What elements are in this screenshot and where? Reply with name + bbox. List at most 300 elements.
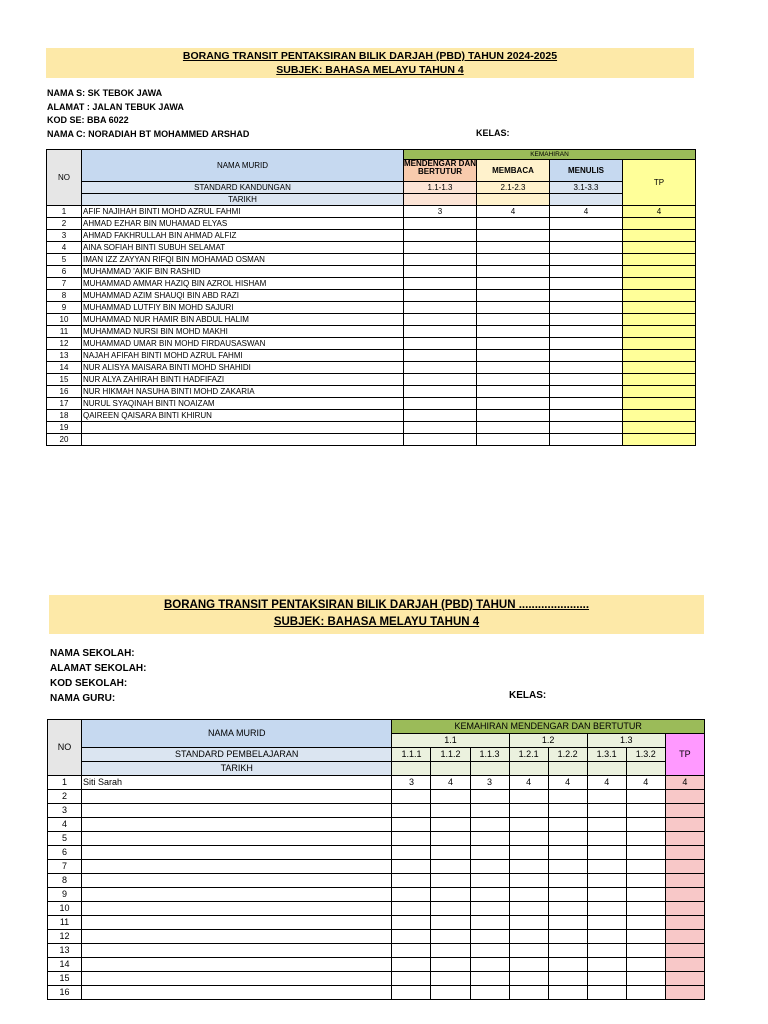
score-menulis-cell[interactable] bbox=[550, 266, 623, 278]
form2-group-header: 1.2 bbox=[509, 734, 587, 748]
tp-cell[interactable]: 4 bbox=[623, 206, 696, 218]
form1-title-banner bbox=[46, 48, 694, 78]
tp-cell[interactable] bbox=[665, 804, 704, 818]
score-cell[interactable] bbox=[470, 944, 509, 958]
score-cell[interactable] bbox=[626, 888, 665, 902]
score-cell[interactable] bbox=[509, 790, 548, 804]
score-cell[interactable] bbox=[431, 860, 470, 874]
score-menulis-cell[interactable] bbox=[550, 326, 623, 338]
student-name-cell[interactable]: NAJAH AFIFAH BINTI MOHD AZRUL FAHMI bbox=[82, 350, 404, 362]
student-name-cell[interactable] bbox=[82, 846, 392, 860]
score-cell[interactable] bbox=[587, 846, 626, 860]
tp-cell[interactable] bbox=[623, 422, 696, 434]
score-membaca-cell[interactable] bbox=[477, 338, 550, 350]
score-cell[interactable] bbox=[509, 818, 548, 832]
score-cell[interactable] bbox=[431, 958, 470, 972]
score-cell[interactable] bbox=[548, 874, 587, 888]
score-cell[interactable] bbox=[548, 804, 587, 818]
score-cell[interactable] bbox=[548, 832, 587, 846]
score-cell[interactable] bbox=[431, 916, 470, 930]
score-menulis-cell[interactable] bbox=[550, 278, 623, 290]
student-name-cell[interactable]: AHMAD FAKHRULLAH BIN AHMAD ALFIZ bbox=[82, 230, 404, 242]
score-cell[interactable] bbox=[392, 888, 431, 902]
form1-student-row bbox=[47, 266, 696, 278]
tp-cell[interactable] bbox=[623, 410, 696, 422]
score-cell[interactable] bbox=[548, 958, 587, 972]
score-menulis-cell[interactable] bbox=[550, 374, 623, 386]
form1-membaca-header: MEMBACA bbox=[477, 160, 550, 182]
score-mendengar-cell[interactable] bbox=[404, 326, 477, 338]
score-cell[interactable] bbox=[470, 874, 509, 888]
score-menulis-cell[interactable]: 4 bbox=[550, 206, 623, 218]
score-membaca-cell[interactable] bbox=[477, 386, 550, 398]
student-name-cell[interactable]: MUHAMMAD 'AKIF BIN RASHID bbox=[82, 266, 404, 278]
student-name-cell[interactable]: NUR ALISYA MAISARA BINTI MOHD SHAHIDI bbox=[82, 362, 404, 374]
score-mendengar-cell[interactable] bbox=[404, 434, 477, 446]
score-membaca-cell[interactable] bbox=[477, 422, 550, 434]
row-number: 3 bbox=[48, 804, 82, 818]
score-membaca-cell[interactable] bbox=[477, 362, 550, 374]
student-name-cell[interactable]: AFIF NAJIHAH BINTI MOHD AZRUL FAHMI bbox=[82, 206, 404, 218]
score-mendengar-cell[interactable] bbox=[404, 290, 477, 302]
score-membaca-cell[interactable] bbox=[477, 434, 550, 446]
score-cell[interactable] bbox=[626, 846, 665, 860]
score-cell[interactable] bbox=[392, 818, 431, 832]
score-cell[interactable] bbox=[587, 818, 626, 832]
score-mendengar-cell[interactable] bbox=[404, 266, 477, 278]
student-name-cell[interactable]: MUHAMMAD LUTFIY BIN MOHD SAJURI bbox=[82, 302, 404, 314]
form2-tarikh-cell[interactable] bbox=[392, 762, 431, 776]
row-number: 2 bbox=[47, 218, 82, 230]
score-cell[interactable] bbox=[587, 860, 626, 874]
score-mendengar-cell[interactable] bbox=[404, 398, 477, 410]
form2-tarikh-cell[interactable] bbox=[587, 762, 626, 776]
tp-cell[interactable] bbox=[665, 986, 704, 1000]
student-name-cell[interactable] bbox=[82, 860, 392, 874]
student-name-cell[interactable] bbox=[82, 972, 392, 986]
tp-cell[interactable] bbox=[623, 338, 696, 350]
student-name-cell[interactable]: NUR HIKMAH NASUHA BINTI MOHD ZAKARIA bbox=[82, 386, 404, 398]
score-mendengar-cell[interactable] bbox=[404, 350, 477, 362]
score-cell[interactable] bbox=[509, 832, 548, 846]
student-name-cell[interactable]: NURUL SYAQINAH BINTI NOAIZAM bbox=[82, 398, 404, 410]
tp-cell[interactable] bbox=[623, 326, 696, 338]
score-cell[interactable] bbox=[548, 902, 587, 916]
score-menulis-cell[interactable] bbox=[550, 242, 623, 254]
score-cell[interactable] bbox=[509, 930, 548, 944]
score-membaca-cell[interactable] bbox=[477, 290, 550, 302]
score-membaca-cell[interactable] bbox=[477, 230, 550, 242]
score-cell[interactable] bbox=[626, 860, 665, 874]
tp-cell[interactable] bbox=[623, 362, 696, 374]
student-name-cell[interactable]: Siti Sarah bbox=[82, 776, 392, 790]
score-cell[interactable] bbox=[626, 790, 665, 804]
tp-cell[interactable] bbox=[623, 398, 696, 410]
tp-cell[interactable] bbox=[665, 846, 704, 860]
score-cell[interactable] bbox=[626, 986, 665, 1000]
tp-cell[interactable] bbox=[665, 902, 704, 916]
form2-student-row bbox=[48, 776, 705, 790]
form2-kemahiran-header: KEMAHIRAN MENDENGAR DAN BERTUTUR bbox=[392, 720, 705, 734]
student-name-cell[interactable]: AHMAD EZHAR BIN MUHAMAD ELYAS bbox=[82, 218, 404, 230]
row-number: 6 bbox=[48, 846, 82, 860]
tp-cell[interactable] bbox=[623, 254, 696, 266]
score-cell[interactable] bbox=[587, 930, 626, 944]
score-cell[interactable] bbox=[626, 818, 665, 832]
score-cell[interactable]: 4 bbox=[431, 776, 470, 790]
score-cell[interactable] bbox=[626, 958, 665, 972]
row-number: 6 bbox=[47, 266, 82, 278]
score-cell[interactable] bbox=[392, 986, 431, 1000]
student-name-cell[interactable] bbox=[82, 422, 404, 434]
form2-group-header: 1.3 bbox=[587, 734, 665, 748]
score-menulis-cell[interactable] bbox=[550, 218, 623, 230]
score-menulis-cell[interactable] bbox=[550, 386, 623, 398]
score-cell[interactable] bbox=[548, 860, 587, 874]
score-cell[interactable] bbox=[509, 916, 548, 930]
score-cell[interactable] bbox=[626, 930, 665, 944]
tp-cell[interactable] bbox=[665, 958, 704, 972]
score-cell[interactable] bbox=[392, 902, 431, 916]
score-cell[interactable]: 4 bbox=[509, 776, 548, 790]
form2-code-header: 1.1.2 bbox=[431, 748, 470, 762]
form2-standard-pembelajaran-header: STANDARD PEMBELAJARAN bbox=[82, 748, 392, 762]
score-cell[interactable] bbox=[548, 916, 587, 930]
form2-table bbox=[47, 719, 705, 1000]
tp-cell[interactable] bbox=[665, 874, 704, 888]
score-cell[interactable]: 4 bbox=[548, 776, 587, 790]
score-cell[interactable] bbox=[548, 986, 587, 1000]
score-cell[interactable] bbox=[626, 916, 665, 930]
score-membaca-cell[interactable] bbox=[477, 326, 550, 338]
score-menulis-cell[interactable] bbox=[550, 410, 623, 422]
score-membaca-cell[interactable]: 4 bbox=[477, 206, 550, 218]
score-cell[interactable] bbox=[431, 790, 470, 804]
score-cell[interactable] bbox=[431, 972, 470, 986]
row-number: 13 bbox=[48, 944, 82, 958]
score-cell[interactable] bbox=[431, 986, 470, 1000]
score-menulis-cell[interactable] bbox=[550, 314, 623, 326]
score-cell[interactable] bbox=[548, 930, 587, 944]
score-cell[interactable] bbox=[548, 846, 587, 860]
score-cell[interactable] bbox=[587, 972, 626, 986]
score-cell[interactable]: 4 bbox=[626, 776, 665, 790]
score-cell[interactable] bbox=[392, 916, 431, 930]
form1-student-row bbox=[47, 290, 696, 302]
student-name-cell[interactable] bbox=[82, 818, 392, 832]
score-cell[interactable] bbox=[548, 888, 587, 902]
score-menulis-cell[interactable] bbox=[550, 290, 623, 302]
score-cell[interactable] bbox=[509, 986, 548, 1000]
score-menulis-cell[interactable] bbox=[550, 338, 623, 350]
score-cell[interactable] bbox=[470, 916, 509, 930]
score-mendengar-cell[interactable] bbox=[404, 410, 477, 422]
score-cell[interactable] bbox=[470, 804, 509, 818]
tp-cell[interactable] bbox=[623, 386, 696, 398]
tp-cell[interactable] bbox=[623, 218, 696, 230]
form1-student-row bbox=[47, 410, 696, 422]
student-name-cell[interactable] bbox=[82, 874, 392, 888]
score-cell[interactable] bbox=[509, 888, 548, 902]
score-membaca-cell[interactable] bbox=[477, 374, 550, 386]
form2-tarikh-cell[interactable] bbox=[431, 762, 470, 776]
score-menulis-cell[interactable] bbox=[550, 422, 623, 434]
form1-code-menulis: 3.1-3.3 bbox=[550, 182, 623, 194]
row-number: 3 bbox=[47, 230, 82, 242]
form1-code-mendengar: 1.1-1.3 bbox=[404, 182, 477, 194]
row-number: 5 bbox=[48, 832, 82, 846]
score-cell[interactable]: 3 bbox=[392, 776, 431, 790]
row-number: 4 bbox=[47, 242, 82, 254]
score-cell[interactable] bbox=[470, 860, 509, 874]
score-cell[interactable] bbox=[626, 902, 665, 916]
score-cell[interactable] bbox=[431, 930, 470, 944]
form1-tarikh-mendengar-cell[interactable] bbox=[404, 194, 477, 206]
score-cell[interactable] bbox=[587, 874, 626, 888]
student-name-cell[interactable] bbox=[82, 804, 392, 818]
tp-cell[interactable] bbox=[623, 434, 696, 446]
form2-info-code: KOD SEKOLAH: bbox=[50, 678, 128, 689]
student-name-cell[interactable]: NUR ALYA ZAHIRAH BINTI HADFIFAZI bbox=[82, 374, 404, 386]
score-menulis-cell[interactable] bbox=[550, 398, 623, 410]
score-cell[interactable] bbox=[509, 958, 548, 972]
student-name-cell[interactable] bbox=[82, 434, 404, 446]
tp-cell[interactable] bbox=[623, 302, 696, 314]
score-cell[interactable] bbox=[470, 972, 509, 986]
tp-cell[interactable] bbox=[623, 266, 696, 278]
tp-cell[interactable] bbox=[623, 290, 696, 302]
tp-cell[interactable] bbox=[665, 818, 704, 832]
score-cell[interactable] bbox=[626, 804, 665, 818]
score-membaca-cell[interactable] bbox=[477, 410, 550, 422]
score-menulis-cell[interactable] bbox=[550, 230, 623, 242]
form1-student-row bbox=[47, 374, 696, 386]
student-name-cell[interactable] bbox=[82, 790, 392, 804]
student-name-cell[interactable] bbox=[82, 832, 392, 846]
score-cell[interactable] bbox=[431, 944, 470, 958]
score-menulis-cell[interactable] bbox=[550, 254, 623, 266]
score-cell[interactable] bbox=[548, 944, 587, 958]
form1-title: BORANG TRANSIT PENTAKSIRAN BILIK DARJAH (PBD) TAHUN 2024-2025 bbox=[182, 50, 558, 62]
tp-cell[interactable] bbox=[665, 888, 704, 902]
score-cell[interactable] bbox=[392, 790, 431, 804]
score-cell[interactable] bbox=[470, 818, 509, 832]
score-cell[interactable] bbox=[548, 818, 587, 832]
student-name-cell[interactable]: MUHAMMAD AZIM SHAUQI BIN ABD RAZI bbox=[82, 290, 404, 302]
tp-cell[interactable] bbox=[623, 350, 696, 362]
form2-title-banner bbox=[49, 595, 704, 634]
form2-student-row bbox=[48, 944, 705, 958]
score-membaca-cell[interactable] bbox=[477, 242, 550, 254]
score-mendengar-cell[interactable] bbox=[404, 242, 477, 254]
score-membaca-cell[interactable] bbox=[477, 254, 550, 266]
score-cell[interactable] bbox=[626, 972, 665, 986]
score-cell[interactable] bbox=[392, 860, 431, 874]
score-cell[interactable]: 3 bbox=[470, 776, 509, 790]
student-name-cell[interactable] bbox=[82, 944, 392, 958]
score-mendengar-cell[interactable] bbox=[404, 218, 477, 230]
row-number: 10 bbox=[47, 314, 82, 326]
tp-cell[interactable] bbox=[623, 242, 696, 254]
form2-tarikh-cell[interactable] bbox=[470, 762, 509, 776]
score-cell[interactable] bbox=[587, 804, 626, 818]
score-cell[interactable] bbox=[431, 846, 470, 860]
score-mendengar-cell[interactable] bbox=[404, 302, 477, 314]
tp-cell[interactable] bbox=[623, 374, 696, 386]
row-number: 1 bbox=[47, 206, 82, 218]
tp-cell[interactable] bbox=[665, 860, 704, 874]
score-menulis-cell[interactable] bbox=[550, 362, 623, 374]
score-membaca-cell[interactable] bbox=[477, 314, 550, 326]
score-cell[interactable] bbox=[587, 832, 626, 846]
student-name-cell[interactable]: IMAN IZZ ZAYYAN RIFQI BIN MOHAMAD OSMAN bbox=[82, 254, 404, 266]
score-cell[interactable] bbox=[587, 986, 626, 1000]
row-number: 13 bbox=[47, 350, 82, 362]
score-cell[interactable] bbox=[626, 874, 665, 888]
score-mendengar-cell[interactable] bbox=[404, 254, 477, 266]
score-membaca-cell[interactable] bbox=[477, 350, 550, 362]
score-membaca-cell[interactable] bbox=[477, 278, 550, 290]
score-mendengar-cell[interactable] bbox=[404, 362, 477, 374]
student-name-cell[interactable]: MUHAMMAD NUR HAMIR BIN ABDUL HALIM bbox=[82, 314, 404, 326]
form1-tarikh-membaca-cell[interactable] bbox=[477, 194, 550, 206]
score-mendengar-cell[interactable] bbox=[404, 314, 477, 326]
tp-cell[interactable] bbox=[623, 230, 696, 242]
tp-cell[interactable]: 4 bbox=[665, 776, 704, 790]
score-cell[interactable] bbox=[431, 902, 470, 916]
score-cell[interactable] bbox=[431, 888, 470, 902]
form1-student-row bbox=[47, 362, 696, 374]
score-membaca-cell[interactable] bbox=[477, 218, 550, 230]
score-cell[interactable] bbox=[470, 986, 509, 1000]
student-name-cell[interactable]: AINA SOFIAH BINTI SUBUH SELAMAT bbox=[82, 242, 404, 254]
student-name-cell[interactable] bbox=[82, 916, 392, 930]
score-cell[interactable] bbox=[509, 902, 548, 916]
score-cell[interactable] bbox=[509, 804, 548, 818]
score-cell[interactable]: 4 bbox=[587, 776, 626, 790]
student-name-cell[interactable] bbox=[82, 888, 392, 902]
score-cell[interactable] bbox=[587, 902, 626, 916]
student-name-cell[interactable]: QAIREEN QAISARA BINTI KHIRUN bbox=[82, 410, 404, 422]
form1-tarikh-menulis-cell[interactable] bbox=[550, 194, 623, 206]
score-menulis-cell[interactable] bbox=[550, 350, 623, 362]
form2-student-row bbox=[48, 846, 705, 860]
student-name-cell[interactable]: MUHAMMAD NURSI BIN MOHD MAKHI bbox=[82, 326, 404, 338]
student-name-cell[interactable] bbox=[82, 902, 392, 916]
score-cell[interactable] bbox=[431, 874, 470, 888]
score-mendengar-cell[interactable] bbox=[404, 230, 477, 242]
score-cell[interactable] bbox=[392, 832, 431, 846]
student-name-cell[interactable] bbox=[82, 958, 392, 972]
score-cell[interactable] bbox=[470, 958, 509, 972]
score-menulis-cell[interactable] bbox=[550, 434, 623, 446]
score-cell[interactable] bbox=[509, 860, 548, 874]
score-cell[interactable] bbox=[431, 818, 470, 832]
score-cell[interactable] bbox=[587, 888, 626, 902]
student-name-cell[interactable]: MUHAMMAD UMAR BIN MOHD FIRDAUSASWAN bbox=[82, 338, 404, 350]
tp-cell[interactable] bbox=[665, 930, 704, 944]
score-cell[interactable] bbox=[392, 972, 431, 986]
form1-nama-murid-header: NAMA MURID bbox=[82, 150, 404, 182]
score-cell[interactable] bbox=[392, 804, 431, 818]
score-cell[interactable] bbox=[470, 790, 509, 804]
score-mendengar-cell[interactable] bbox=[404, 374, 477, 386]
score-mendengar-cell[interactable]: 3 bbox=[404, 206, 477, 218]
student-name-cell[interactable] bbox=[82, 930, 392, 944]
score-mendengar-cell[interactable] bbox=[404, 386, 477, 398]
tp-cell[interactable] bbox=[623, 278, 696, 290]
form2-tarikh-cell[interactable] bbox=[626, 762, 665, 776]
student-name-cell[interactable] bbox=[82, 986, 392, 1000]
row-number: 5 bbox=[47, 254, 82, 266]
tp-cell[interactable] bbox=[665, 916, 704, 930]
row-number: 19 bbox=[47, 422, 82, 434]
score-membaca-cell[interactable] bbox=[477, 266, 550, 278]
score-cell[interactable] bbox=[548, 972, 587, 986]
form1-student-row bbox=[47, 434, 696, 446]
form2-code-header: 1.2.1 bbox=[509, 748, 548, 762]
form2-info-school: NAMA SEKOLAH: bbox=[50, 648, 135, 659]
form2-code-header: 1.2.2 bbox=[548, 748, 587, 762]
score-mendengar-cell[interactable] bbox=[404, 338, 477, 350]
tp-cell[interactable] bbox=[623, 314, 696, 326]
score-cell[interactable] bbox=[509, 846, 548, 860]
form2-tarikh-header: TARIKH bbox=[82, 762, 392, 776]
form1-student-row bbox=[47, 278, 696, 290]
score-cell[interactable] bbox=[587, 790, 626, 804]
tp-cell[interactable] bbox=[665, 832, 704, 846]
form2-code-header: 1.1.1 bbox=[392, 748, 431, 762]
score-cell[interactable] bbox=[587, 944, 626, 958]
score-mendengar-cell[interactable] bbox=[404, 278, 477, 290]
form2-tarikh-cell[interactable] bbox=[509, 762, 548, 776]
score-cell[interactable] bbox=[626, 944, 665, 958]
score-mendengar-cell[interactable] bbox=[404, 422, 477, 434]
score-cell[interactable] bbox=[509, 944, 548, 958]
score-cell[interactable] bbox=[392, 874, 431, 888]
score-cell[interactable] bbox=[587, 916, 626, 930]
form2-tp-header: TP bbox=[665, 734, 704, 776]
form1-table bbox=[46, 149, 696, 446]
student-name-cell[interactable]: MUHAMMAD AMMAR HAZIQ BIN AZROL HISHAM bbox=[82, 278, 404, 290]
tp-cell[interactable] bbox=[665, 972, 704, 986]
score-membaca-cell[interactable] bbox=[477, 302, 550, 314]
score-cell[interactable] bbox=[431, 832, 470, 846]
score-cell[interactable] bbox=[431, 804, 470, 818]
form1-tarikh-header: TARIKH bbox=[82, 194, 404, 206]
score-cell[interactable] bbox=[470, 846, 509, 860]
score-membaca-cell[interactable] bbox=[477, 398, 550, 410]
tp-cell[interactable] bbox=[665, 790, 704, 804]
tp-cell[interactable] bbox=[665, 944, 704, 958]
score-cell[interactable] bbox=[392, 930, 431, 944]
score-cell[interactable] bbox=[548, 790, 587, 804]
score-cell[interactable] bbox=[470, 902, 509, 916]
form2-tarikh-cell[interactable] bbox=[548, 762, 587, 776]
score-cell[interactable] bbox=[587, 958, 626, 972]
row-number: 12 bbox=[47, 338, 82, 350]
score-cell[interactable] bbox=[470, 832, 509, 846]
score-cell[interactable] bbox=[509, 874, 548, 888]
score-cell[interactable] bbox=[392, 846, 431, 860]
score-cell[interactable] bbox=[392, 958, 431, 972]
score-cell[interactable] bbox=[392, 944, 431, 958]
score-cell[interactable] bbox=[626, 832, 665, 846]
score-cell[interactable] bbox=[509, 972, 548, 986]
score-cell[interactable] bbox=[470, 930, 509, 944]
score-cell[interactable] bbox=[470, 888, 509, 902]
score-menulis-cell[interactable] bbox=[550, 302, 623, 314]
